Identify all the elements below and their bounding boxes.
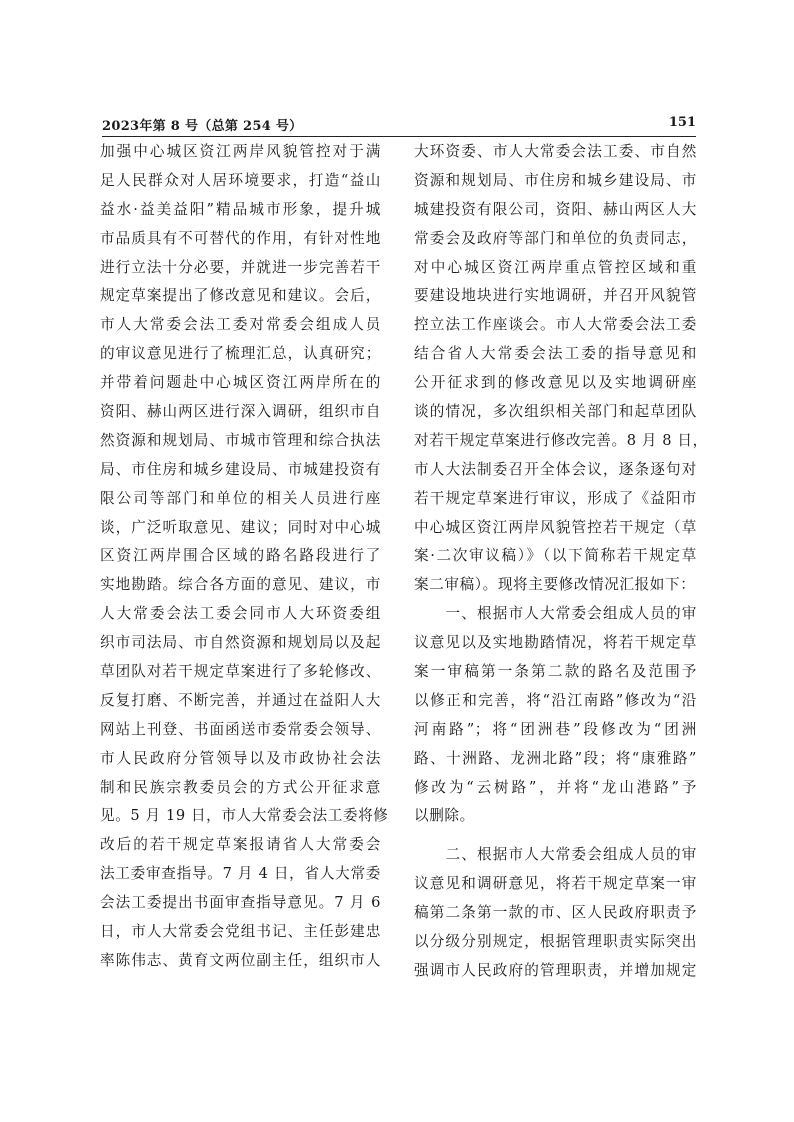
text-line: 以修正和完善，将“沿江南路”修改为“沿 (414, 691, 697, 709)
text-line: 进行立法十分必要，并就进一步完善若干 (100, 258, 381, 276)
text-line: 谈的情况，多次组织相关部门和起草团队 (414, 403, 697, 421)
text-line: 网站上刊登、书面函送市委常委会领导、 (100, 720, 381, 738)
text-line: 以分级分别规定，根据管理职责实际突出 (414, 933, 697, 951)
left-column (100, 138, 389, 976)
text-line: 织市司法局、市自然资源和规划局以及起 (100, 634, 381, 652)
text-line: 反复打磨、不断完善，并通过在益阳人大 (100, 691, 381, 709)
text-line: 要建设地块进行实地调研，并召开风貌管 (414, 287, 697, 305)
paragraph-context (414, 138, 708, 600)
paragraph-gap (414, 831, 697, 841)
text-line: 二、根据市人大常委会组成人员的审 (414, 846, 697, 864)
text-line: 益水·益美益阳”精品城市形象，提升城 (100, 200, 381, 218)
text-line: 修改为“云树路”，并将“龙山港路”予 (414, 778, 697, 796)
text-line: 案一审稿第一条第二款的路名及范围予 (414, 663, 697, 681)
text-line: 以删除。 (414, 807, 475, 825)
text-line: 规定草案提出了修改意见和建议。会后， (100, 287, 381, 305)
text-line: 制和民族宗教委员会的方式公开征求意 (100, 778, 381, 796)
paragraph-item-two (414, 841, 697, 985)
text-line: 资阳、赫山两区进行深入调研，组织市自 (100, 403, 381, 421)
text-line: 中心城区资江两岸风貌管控若干规定（草 (414, 518, 697, 536)
text-line: 市品质具有不可替代的作用，有针对性地 (100, 229, 381, 247)
text-line: 常委会及政府等部门和单位的负责同志， (414, 229, 697, 247)
text-line: 区资江两岸围合区域的路名路段进行了 (100, 547, 381, 565)
text-line: 率陈伟志、黄育文两位副主任，组织市人 (100, 951, 381, 969)
text-line: 议意见以及实地勘踏情况，将若干规定草 (414, 634, 697, 652)
text-line: 若干规定草案进行审议，形成了《益阳市 (414, 489, 697, 507)
text-line: 会法工委提出书面审查指导意见。7 月 6 (100, 894, 381, 912)
page-number: 151 (668, 115, 696, 130)
text-line: 局、市住房和城乡建设局、市城建投资有 (100, 460, 381, 478)
text-line: 案·二次审议稿）》（以下简称若干规定草 (414, 547, 697, 565)
text-line: 一、根据市人大常委会组成人员的审 (414, 605, 697, 623)
issue-label: 2023年第 8 号（总第 254 号） (102, 119, 303, 134)
text-line: 稿第二条第一款的市、区人民政府职责予 (414, 904, 697, 922)
text-line: 大环资委、市人大常委会法工委、市自然 (414, 143, 697, 160)
text-line: 谈，广泛听取意见、建议；同时对中心城 (100, 518, 381, 536)
text-line: 结合省人大常委会法工委的指导意见和 (414, 345, 697, 363)
text-line: 实地勘踏。综合各方面的意见、建议，市 (100, 576, 381, 594)
text-line: 市人民政府分管领导以及市政协社会法 (100, 749, 381, 767)
text-line: 市人大法制委召开全体会议，逐条逐句对 (414, 460, 697, 478)
text-line: 案二审稿）。现将主要修改情况汇报如下： (414, 576, 696, 594)
text-line: 人大常委会法工委会同市人大环资委组 (100, 605, 381, 623)
text-line: 限公司等部门和单位的相关人员进行座 (100, 489, 381, 507)
text-line: 强调市人民政府的管理职责，并增加规定 (414, 961, 697, 979)
text-line: 议意见和调研意见，将若干规定草案一审 (414, 875, 697, 893)
text-line: 市人大常委会法工委对常委会组成人员 (100, 316, 381, 334)
text-line: 草团队对若干规定草案进行了多轮修改、 (100, 663, 381, 681)
text-line: 的审议意见进行了梳理汇总，认真研究； (100, 345, 381, 363)
text-line: 足人民群众对人居环境要求，打造“益山 (100, 171, 381, 189)
text-line: 对若干规定草案进行修改完善。8 月 8 日， (414, 431, 708, 449)
text-line: 控立法工作座谈会。市人大常委会法工委 (414, 316, 697, 334)
right-column (414, 138, 708, 986)
text-line: 路、十洲路、龙洲北路”段；将“康雅路” (414, 749, 697, 767)
paragraph-item-one (414, 600, 697, 831)
text-line: 法工委审查指导。7 月 4 日，省人大常委 (100, 865, 381, 883)
text-line: 河南路”；将“团洲巷”段修改为“团洲 (414, 720, 697, 738)
text-line: 见。5 月 19 日，市人大常委会法工委将修 (100, 807, 389, 825)
text-line: 城建投资有限公司，资阳、赫山两区人大 (414, 200, 697, 218)
text-line: 然资源和规划局、市城市管理和综合执法 (100, 431, 381, 449)
text-line: 日，市人大常委会党组书记、主任彭建忠 (100, 923, 381, 941)
text-line: 资源和规划局、市住房和城乡建设局、市 (414, 171, 697, 189)
text-line: 改后的若干规定草案报请省人大常委会 (100, 836, 381, 854)
running-header (102, 114, 696, 137)
text-line: 加强中心城区资江两岸风貌管控对于满 (100, 143, 381, 160)
text-line: 公开征求到的修改意见以及实地调研座 (414, 374, 697, 392)
text-line: 并带着问题赴中心城区资江两岸所在的 (100, 374, 381, 392)
text-line: 对中心城区资江两岸重点管控区域和重 (414, 258, 697, 276)
